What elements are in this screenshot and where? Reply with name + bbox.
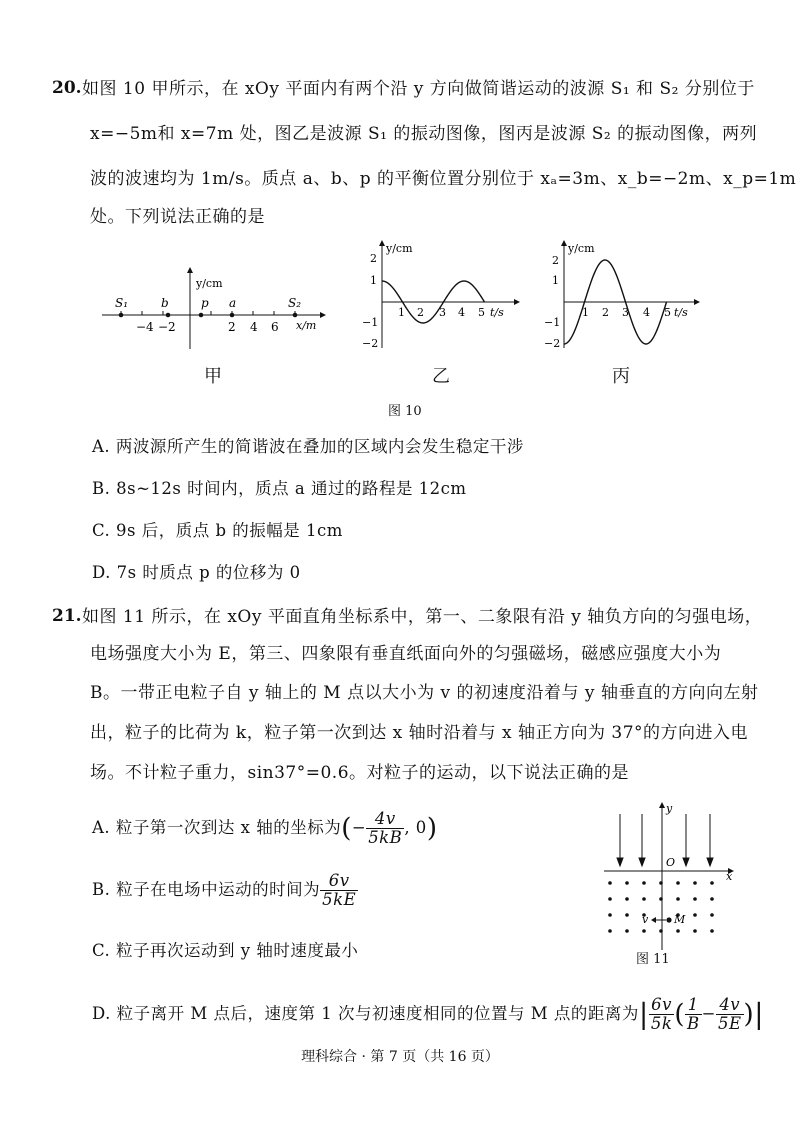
label-a: a — [229, 296, 237, 310]
magnetic-dot — [608, 897, 612, 901]
magnetic-dot — [676, 929, 680, 933]
option-b-text: B. 粒子在电场中运动的时间为 — [92, 880, 321, 899]
point-m — [666, 917, 671, 922]
q20-option-b: B. 8s~12s 时间内，质点 a 通过的路程是 12cm — [92, 479, 467, 498]
option-b-fraction: $\frac{6v}{5kE}$ — [322, 871, 357, 909]
point-a — [230, 313, 235, 318]
xtick-3: 3 — [439, 306, 446, 319]
magnetic-dot — [693, 913, 697, 917]
label-p: p — [201, 296, 209, 310]
figure-10-caption: 图 10 — [388, 404, 422, 419]
ytick-neg1: −1 — [362, 316, 379, 329]
page-footer: 理科综合 · 第 7 页（共 16 页） — [301, 1049, 499, 1065]
magnetic-dot — [693, 897, 697, 901]
magnetic-dot — [659, 881, 663, 885]
v-label: v — [642, 913, 649, 926]
xtick-5: 5 — [478, 306, 485, 319]
y-label: y/cm — [196, 277, 223, 290]
figure-10-yi — [360, 238, 525, 353]
label-s2: S₂ — [288, 296, 302, 310]
point-p — [199, 313, 204, 318]
q20-option-d: D. 7s 时质点 p 的位移为 0 — [92, 563, 301, 582]
ytick-neg2: −2 — [362, 337, 379, 350]
question-21-number: 21. — [52, 606, 82, 626]
q20-line-3: 波的波速均为 1m/s。质点 a、b、p 的平衡位置分别位于 xₐ=3m、x_b=−2m、x_p=1m — [90, 169, 797, 189]
q21-option-c: C. 粒子再次运动到 y 轴时速度最小 — [92, 941, 359, 960]
q21-option-b — [92, 872, 358, 909]
magnetic-dot — [625, 881, 629, 885]
figure-10-jia — [98, 265, 328, 355]
x-label: x — [726, 870, 733, 883]
option-a-text: A. 粒子第一次到达 x 轴的坐标为 — [92, 818, 342, 837]
q21-line-5: 场。不计粒子重力，sin37°=0.6。对粒子的运动，以下说法正确的是 — [90, 763, 630, 783]
ytick-2: 2 — [370, 252, 377, 265]
field-arrowhead — [683, 858, 689, 866]
q20-line-4: 处。下列说法正确的是 — [90, 207, 265, 227]
option-d-fraction-1: $\frac{6v}{5k}$ — [650, 995, 673, 1033]
xtick-4: 4 — [458, 306, 465, 319]
ytick-2: 2 — [552, 254, 559, 267]
m-label: M — [674, 913, 686, 926]
figure-11-caption: 图 11 — [636, 952, 670, 967]
xtick-2: 2 — [602, 306, 609, 319]
q20-line-2: x=−5m和 x=7m 处，图乙是波源 S₁ 的振动图像，图丙是波源 S₂ 的振动图像，两列 — [90, 124, 758, 144]
q21-line-3: B。一带正电粒子自 y 轴上的 M 点以大小为 v 的初速度沿着与 y 轴垂直的方向向左射 — [90, 683, 759, 703]
option-d-text: D. 粒子离开 M 点后，速度第 1 次与初速度相同的位置与 M 点的距离为 — [92, 1004, 639, 1023]
magnetic-dot — [625, 913, 629, 917]
panel-label-bing: 丙 — [612, 366, 630, 387]
option-a-tail: , 0 — [404, 818, 427, 837]
ytick-1: 1 — [552, 274, 559, 287]
magnetic-dot — [676, 897, 680, 901]
magnetic-dot — [710, 881, 714, 885]
y-label: y/cm — [386, 242, 413, 255]
q21-line-4: 出，粒子的比荷为 k，粒子第一次到达 x 轴时沿着与 x 轴正方向为 37°的方向进入电 — [90, 723, 749, 743]
x-label: t/s — [674, 306, 688, 319]
magnetic-field-dots — [608, 881, 714, 933]
magnetic-dot — [659, 897, 663, 901]
y-axis-arrow — [187, 267, 193, 273]
xtick-3: 3 — [622, 306, 629, 319]
option-d-fraction-3: $\frac{4v}{5E}$ — [717, 995, 742, 1033]
magnetic-dot — [642, 881, 646, 885]
y-label: y — [666, 802, 673, 815]
electric-field-lines — [617, 814, 713, 866]
label-b: b — [161, 296, 169, 310]
magnetic-dot — [659, 929, 663, 933]
magnetic-dot — [608, 881, 612, 885]
magnetic-dot — [608, 929, 612, 933]
panel-label-yi: 乙 — [432, 366, 450, 387]
magnetic-dot — [642, 897, 646, 901]
ytick-neg1: −1 — [544, 316, 561, 329]
magnetic-dot — [608, 913, 612, 917]
y-label: y/cm — [568, 242, 595, 255]
field-arrowhead — [617, 858, 623, 866]
magnetic-dot — [693, 929, 697, 933]
tick-6: 6 — [271, 320, 279, 334]
q21-line-1: 如图 11 所示，在 xOy 平面直角坐标系中，第一、二象限有沿 y 轴负方向的匀强电场， — [82, 607, 763, 627]
panel-label-jia: 甲 — [204, 366, 222, 387]
x-label: t/s — [490, 306, 504, 319]
xtick-2: 2 — [417, 306, 424, 319]
figure-11 — [598, 800, 738, 958]
ytick-neg2: −2 — [544, 337, 561, 350]
q21-option-d: D. 粒子离开 M 点后，速度第 1 次与初速度相同的位置与 M 点的距离为| $\frac{6v}{5k}$ ( $\frac{1}{B}$ − $\frac{4v}{5E}$ )| — [92, 995, 765, 1033]
option-d-fraction-2: $\frac{1}{B}$ — [686, 995, 700, 1033]
xtick-1: 1 — [582, 306, 589, 319]
q20-option-c: C. 9s 后，质点 b 的振幅是 1cm — [92, 521, 343, 540]
magnetic-dot — [676, 881, 680, 885]
q21-option-a: A. 粒子第一次到达 x 轴的坐标为(− $\frac{4v}{5kB}$ , 0) — [92, 809, 438, 847]
point-s1 — [119, 313, 124, 318]
magnetic-dot — [710, 929, 714, 933]
magnetic-dot — [625, 897, 629, 901]
tick-4: 4 — [250, 320, 258, 334]
field-arrowhead — [639, 858, 645, 866]
figure-10-bing — [540, 238, 705, 353]
tick-neg4: −4 — [136, 320, 154, 334]
q21-line-2: 电场强度大小为 E，第三、四象限有垂直纸面向外的匀强磁场，磁感应强度大小为 — [90, 644, 722, 664]
xtick-5: 5 — [664, 306, 671, 319]
option-a-fraction: $\frac{4v}{5kB}$ — [368, 809, 403, 847]
q20-option-a: A. 两波源所产生的简谐波在叠加的区域内会发生稳定干涉 — [92, 437, 524, 456]
question-20-number: 20. — [52, 78, 82, 98]
x-label: x/m — [296, 319, 317, 332]
magnetic-dot — [693, 881, 697, 885]
magnetic-dot — [642, 929, 646, 933]
origin-label: O — [666, 856, 676, 869]
point-s2 — [293, 313, 298, 318]
tick-2: 2 — [228, 320, 236, 334]
x-axis-arrow — [320, 312, 326, 318]
field-arrowhead — [707, 858, 713, 866]
xtick-1: 1 — [398, 306, 405, 319]
xtick-4: 4 — [643, 306, 650, 319]
point-b — [166, 313, 171, 318]
magnetic-dot — [625, 929, 629, 933]
label-s1: S₁ — [115, 296, 129, 310]
tick-neg2: −2 — [158, 320, 176, 334]
ytick-1: 1 — [370, 274, 377, 287]
q20-line-1: 如图 10 甲所示，在 xOy 平面内有两个沿 y 方向做简谐运动的波源 S₁ 和 S₂ 分别位于 — [82, 79, 755, 99]
magnetic-dot — [710, 897, 714, 901]
magnetic-dot — [710, 913, 714, 917]
